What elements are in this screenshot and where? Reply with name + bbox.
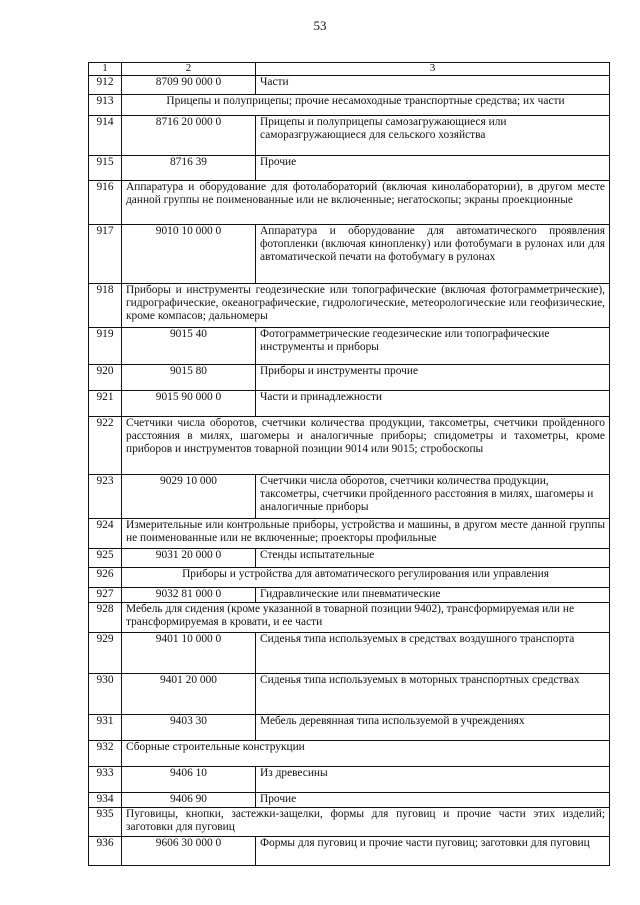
row-number: 925 bbox=[89, 549, 122, 568]
commodity-description: Формы для пуговиц и прочие части пуговиц; заготовки для пуговиц bbox=[256, 837, 610, 866]
commodity-code: 9606 30 000 0 bbox=[122, 837, 256, 866]
tnved-table bbox=[88, 62, 610, 866]
commodity-code: 8716 20 000 0 bbox=[122, 116, 256, 156]
commodity-description: Приборы и инструменты прочие bbox=[256, 365, 610, 391]
heading-description: Сборные строительные конструкции bbox=[122, 741, 610, 767]
commodity-code: 9015 40 bbox=[122, 328, 256, 365]
commodity-code: 9406 10 bbox=[122, 767, 256, 793]
table-body bbox=[89, 76, 610, 866]
table-row bbox=[89, 116, 610, 156]
table-row bbox=[89, 568, 610, 588]
table-row bbox=[89, 417, 610, 475]
table-row bbox=[89, 549, 610, 568]
row-number: 929 bbox=[89, 633, 122, 674]
table-row bbox=[89, 603, 610, 633]
commodity-code: 9406 90 bbox=[122, 793, 256, 808]
table-row bbox=[89, 284, 610, 328]
column-header-3: 3 bbox=[256, 63, 610, 76]
commodity-description: Фотограмметрические геодезические или топографические инструменты и приборы bbox=[256, 328, 610, 365]
row-number: 936 bbox=[89, 837, 122, 866]
row-number: 916 bbox=[89, 181, 122, 225]
table-row bbox=[89, 741, 610, 767]
commodity-description: Сиденья типа используемых в моторных транспортных средствах bbox=[256, 674, 610, 715]
commodity-code: 9032 81 000 0 bbox=[122, 588, 256, 603]
table-row bbox=[89, 633, 610, 674]
commodity-description: Гидравлические или пневматические bbox=[256, 588, 610, 603]
table-row bbox=[89, 156, 610, 181]
commodity-code: 8716 39 bbox=[122, 156, 256, 181]
table-row bbox=[89, 808, 610, 837]
table-row bbox=[89, 225, 610, 284]
row-number: 931 bbox=[89, 715, 122, 741]
row-number: 923 bbox=[89, 475, 122, 519]
page-number: 53 bbox=[313, 18, 327, 33]
commodity-description: Части bbox=[256, 76, 610, 95]
commodity-description: Прицепы и полуприцепы самозагружающиеся или саморазгружающиеся для сельского хозяйства bbox=[256, 116, 610, 156]
commodity-description: Стенды испытательные bbox=[256, 549, 610, 568]
commodity-description: Части и принадлежности bbox=[256, 391, 610, 417]
commodity-description: Прочие bbox=[256, 156, 610, 181]
commodity-description: Из древесины bbox=[256, 767, 610, 793]
row-number: 917 bbox=[89, 225, 122, 284]
table-row bbox=[89, 181, 610, 225]
heading-description: Измерительные или контрольные приборы, устройства и машины, в другом месте данной группы не поименованные или не включенные; проекторы профильные bbox=[122, 519, 610, 549]
table-row bbox=[89, 715, 610, 741]
row-number: 919 bbox=[89, 328, 122, 365]
heading-description: Аппаратура и оборудование для фотолабораторий (включая кинолаборатории), в другом месте данной группы не поименованные или не включенные; негатоскопы; экраны проекционные bbox=[122, 181, 610, 225]
table-row bbox=[89, 328, 610, 365]
heading-description: Пуговицы, кнопки, застежки-защелки, формы для пуговиц и прочие части этих изделий; заготовки для пуговиц bbox=[122, 808, 610, 837]
column-header-1: 1 bbox=[89, 63, 122, 76]
commodity-code: 9401 20 000 bbox=[122, 674, 256, 715]
commodity-code: 9010 10 000 0 bbox=[122, 225, 256, 284]
heading-description: Приборы и устройства для автоматического регулирования или управления bbox=[122, 568, 610, 588]
row-number: 928 bbox=[89, 603, 122, 633]
row-number: 914 bbox=[89, 116, 122, 156]
commodity-code: 9401 10 000 0 bbox=[122, 633, 256, 674]
table-row bbox=[89, 767, 610, 793]
commodity-description: Аппаратура и оборудование для автоматического проявления фотопленки (включая кинопленку) или фотобумаги в рулонах или для автоматической печати на фотобумагу в рулонах bbox=[256, 225, 610, 284]
table-row bbox=[89, 391, 610, 417]
row-number: 927 bbox=[89, 588, 122, 603]
table-row bbox=[89, 588, 610, 603]
table-header-row bbox=[89, 63, 610, 76]
commodity-code: 9029 10 000 bbox=[122, 475, 256, 519]
table-row bbox=[89, 76, 610, 95]
commodity-code: 8709 90 000 0 bbox=[122, 76, 256, 95]
column-header-2: 2 bbox=[122, 63, 256, 76]
table-row bbox=[89, 519, 610, 549]
row-number: 918 bbox=[89, 284, 122, 328]
row-number: 913 bbox=[89, 95, 122, 116]
row-number: 924 bbox=[89, 519, 122, 549]
row-number: 933 bbox=[89, 767, 122, 793]
commodity-description: Счетчики числа оборотов, счетчики количества продукции, таксометры, счетчики пройденного расстояния в милях, шагомеры и аналогичные приборы bbox=[256, 475, 610, 519]
table-row bbox=[89, 674, 610, 715]
row-number: 915 bbox=[89, 156, 122, 181]
heading-description: Приборы и инструменты геодезические или топографические (включая фотограмметрические), гидрографические, океанографические, гидрологические, метеорологические или геофизические, кроме компасов; дальномеры bbox=[122, 284, 610, 328]
row-number: 922 bbox=[89, 417, 122, 475]
row-number: 932 bbox=[89, 741, 122, 767]
row-number: 926 bbox=[89, 568, 122, 588]
commodity-description: Мебель деревянная типа используемой в учреждениях bbox=[256, 715, 610, 741]
commodity-code: 9015 90 000 0 bbox=[122, 391, 256, 417]
heading-description: Мебель для сидения (кроме указанной в товарной позиции 9402), трансформируемая или не трансформируемая в кровати, и ее части bbox=[122, 603, 610, 633]
row-number: 930 bbox=[89, 674, 122, 715]
commodity-description: Прочие bbox=[256, 793, 610, 808]
table-row bbox=[89, 365, 610, 391]
commodity-description: Сиденья типа используемых в средствах воздушного транспорта bbox=[256, 633, 610, 674]
row-number: 935 bbox=[89, 808, 122, 837]
table-row bbox=[89, 793, 610, 808]
heading-description: Прицепы и полуприцепы; прочие несамоходные транспортные средства; их части bbox=[122, 95, 610, 116]
table-row bbox=[89, 475, 610, 519]
table-row bbox=[89, 95, 610, 116]
commodity-code: 9403 30 bbox=[122, 715, 256, 741]
commodity-code: 9031 20 000 0 bbox=[122, 549, 256, 568]
table-row bbox=[89, 837, 610, 866]
row-number: 920 bbox=[89, 365, 122, 391]
commodity-code: 9015 80 bbox=[122, 365, 256, 391]
row-number: 921 bbox=[89, 391, 122, 417]
heading-description: Счетчики числа оборотов, счетчики количества продукции, таксометры, счетчики пройденного расстояния в милях, шагомеры и аналогичные приборы; спидометры и тахометры, кроме приборов и инструментов товарной позиции 9014 или 9015; стробоскопы bbox=[122, 417, 610, 475]
row-number: 934 bbox=[89, 793, 122, 808]
row-number: 912 bbox=[89, 76, 122, 95]
